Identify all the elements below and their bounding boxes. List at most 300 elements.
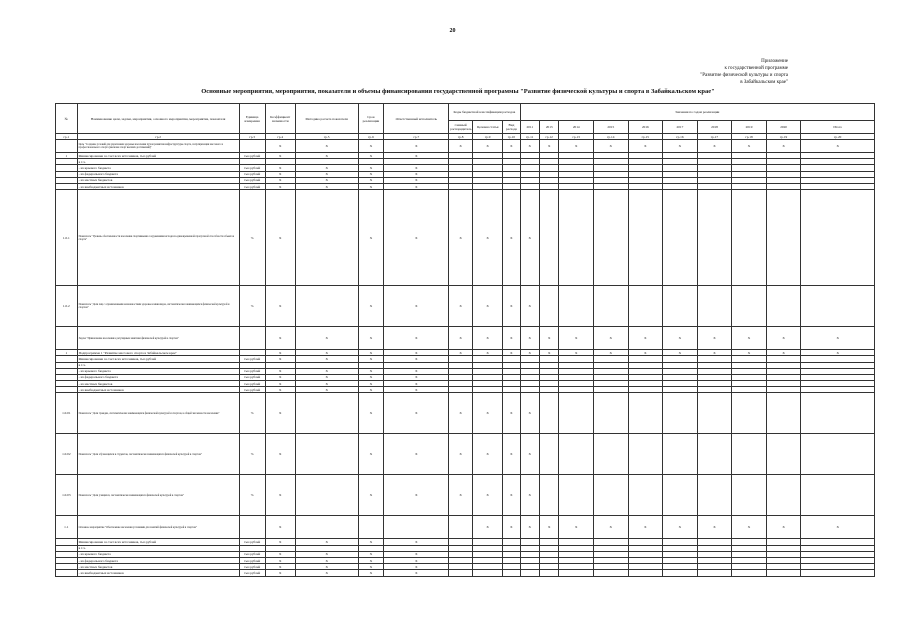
- row-value-cell: [520, 570, 539, 576]
- row-unit-cell: тыс.рублей: [239, 177, 265, 183]
- row-value-cell: X: [384, 387, 449, 393]
- row-value-cell: X: [473, 516, 503, 539]
- row-unit-cell: тыс.рублей: [239, 356, 265, 362]
- column-number-cell: гр.16: [663, 134, 698, 140]
- column-number-cell: гр.18: [732, 134, 767, 140]
- table-row: [56, 286, 875, 327]
- row-value-cell: X: [473, 286, 503, 327]
- row-name-cell: Показатель "Доля обучающихся и студентов, систематически занимающихся физической культурой и спортом": [77, 434, 239, 475]
- row-value-cell: X: [358, 558, 384, 564]
- row-value-cell: X: [384, 551, 449, 557]
- row-value-cell: [663, 570, 698, 576]
- row-unit-cell: тыс.рублей: [239, 153, 265, 159]
- row-unit-cell: тыс.рублей: [239, 564, 265, 570]
- row-value-cell: [697, 286, 732, 327]
- row-value-cell: X: [473, 350, 503, 356]
- row-value-cell: X: [295, 183, 358, 189]
- row-value-cell: X: [358, 564, 384, 570]
- row-value-cell: X: [358, 434, 384, 475]
- row-value-cell: X: [384, 286, 449, 327]
- table-row: [56, 140, 875, 153]
- row-name-cell: - из местных бюджетов: [77, 177, 239, 183]
- header-coef: Коэффициент значимости: [265, 104, 295, 134]
- row-value-cell: X: [801, 350, 875, 356]
- row-unit-cell: [239, 140, 265, 153]
- row-value-cell: X: [503, 286, 520, 327]
- column-number-cell: гр.2: [77, 134, 239, 140]
- column-number-cell: гр.13: [559, 134, 594, 140]
- row-name-cell: - из внебюджетных источников: [77, 183, 239, 189]
- row-value-cell: [295, 393, 358, 434]
- row-value-cell: [358, 516, 384, 539]
- table-row: [56, 516, 875, 539]
- row-value-cell: X: [766, 516, 801, 539]
- row-value-cell: [663, 475, 698, 516]
- row-value-cell: X: [358, 177, 384, 183]
- row-value-cell: [697, 190, 732, 286]
- row-value-cell: X: [358, 165, 384, 171]
- row-number-cell: 1.0.1: [56, 190, 78, 286]
- row-number-cell: 1.0.02: [56, 434, 78, 475]
- row-value-cell: X: [663, 350, 698, 356]
- row-value-cell: X: [539, 516, 558, 539]
- row-value-cell: X: [358, 570, 384, 576]
- row-value-cell: X: [295, 140, 358, 153]
- column-number-cell: гр.9: [473, 134, 503, 140]
- row-value-cell: X: [265, 368, 295, 374]
- row-value-cell: X: [384, 558, 449, 564]
- row-unit-cell: тыс.рублей: [239, 374, 265, 380]
- row-value-cell: X: [801, 516, 875, 539]
- row-value-cell: X: [449, 327, 473, 350]
- row-number-cell: 1.1: [56, 516, 78, 539]
- row-value-cell: X: [697, 516, 732, 539]
- row-value-cell: X: [766, 350, 801, 356]
- header-year: 2013: [539, 121, 558, 134]
- row-value-cell: X: [503, 434, 520, 475]
- column-number-cell: гр.6: [358, 134, 384, 140]
- row-value-cell: [766, 570, 801, 576]
- row-value-cell: X: [384, 350, 449, 356]
- row-value-cell: X: [520, 140, 539, 153]
- row-value-cell: X: [358, 551, 384, 557]
- row-value-cell: [539, 190, 558, 286]
- row-value-cell: X: [265, 190, 295, 286]
- header-name: Наименование цели, задачи, мероприятия, основного мероприятия, мероприятия, показателя: [77, 104, 239, 134]
- row-value-cell: X: [384, 393, 449, 434]
- row-value-cell: [295, 434, 358, 475]
- row-unit-cell: тыс.рублей: [239, 171, 265, 177]
- row-value-cell: X: [265, 374, 295, 380]
- row-value-cell: X: [265, 551, 295, 557]
- row-value-cell: X: [295, 356, 358, 362]
- row-value-cell: X: [628, 350, 663, 356]
- row-value-cell: X: [358, 381, 384, 387]
- row-value-cell: [295, 475, 358, 516]
- row-value-cell: [539, 475, 558, 516]
- row-unit-cell: %: [239, 434, 265, 475]
- table-row: [56, 190, 875, 286]
- row-value-cell: X: [503, 350, 520, 356]
- row-value-cell: [697, 570, 732, 576]
- row-value-cell: X: [295, 564, 358, 570]
- row-unit-cell: %: [239, 286, 265, 327]
- row-value-cell: X: [539, 140, 558, 153]
- row-name-cell: - из местных бюджетов: [77, 564, 239, 570]
- row-value-cell: X: [384, 327, 449, 350]
- row-value-cell: X: [265, 356, 295, 362]
- row-value-cell: [295, 286, 358, 327]
- program-table: [55, 103, 875, 577]
- row-value-cell: [663, 286, 698, 327]
- row-value-cell: X: [265, 564, 295, 570]
- row-value-cell: X: [732, 327, 767, 350]
- table-row: [56, 393, 875, 434]
- row-value-cell: X: [295, 165, 358, 171]
- row-value-cell: [449, 570, 473, 576]
- row-value-cell: X: [593, 516, 628, 539]
- row-unit-cell: %: [239, 190, 265, 286]
- row-value-cell: X: [265, 350, 295, 356]
- row-number-cell: [56, 140, 78, 153]
- column-number-cell: гр.20: [801, 134, 875, 140]
- row-value-cell: X: [295, 387, 358, 393]
- header-method: Методика расчета показателя: [295, 104, 358, 134]
- row-value-cell: [628, 190, 663, 286]
- row-value-cell: X: [265, 153, 295, 159]
- row-value-cell: [503, 570, 520, 576]
- row-value-cell: X: [732, 350, 767, 356]
- row-unit-cell: тыс.рублей: [239, 558, 265, 564]
- column-number-cell: гр.11: [520, 134, 539, 140]
- row-value-cell: [732, 475, 767, 516]
- row-value-cell: X: [520, 516, 539, 539]
- row-value-cell: [539, 286, 558, 327]
- row-value-cell: X: [384, 434, 449, 475]
- row-value-cell: [295, 190, 358, 286]
- row-value-cell: X: [539, 327, 558, 350]
- table-row: [56, 570, 875, 576]
- row-value-cell: X: [358, 140, 384, 153]
- row-value-cell: X: [384, 165, 449, 171]
- row-name-cell: - из местных бюджетов: [77, 381, 239, 387]
- row-value-cell: X: [593, 327, 628, 350]
- column-number-cell: гр.4: [265, 134, 295, 140]
- row-name-cell: Финансирование за счет всех источников, тыс.рублей: [77, 153, 239, 159]
- column-number-cell: гр.5: [295, 134, 358, 140]
- row-value-cell: [697, 434, 732, 475]
- row-value-cell: [559, 570, 594, 576]
- row-value-cell: [663, 434, 698, 475]
- row-value-cell: X: [449, 350, 473, 356]
- header-year: 2014: [559, 121, 594, 134]
- row-value-cell: X: [384, 374, 449, 380]
- header-kbk-gr: главный распорядитель: [449, 121, 473, 134]
- row-value-cell: [593, 286, 628, 327]
- row-value-cell: X: [663, 516, 698, 539]
- row-number-cell: 1: [56, 350, 78, 356]
- column-number-cell: гр.17: [697, 134, 732, 140]
- row-value-cell: X: [358, 356, 384, 362]
- row-value-cell: X: [384, 171, 449, 177]
- row-value-cell: X: [593, 350, 628, 356]
- row-name-cell: Показатель "Уровень обеспеченности населения спортивными сооружениями исходя из единовременной пропускной способности объектов спорта": [77, 190, 239, 286]
- row-unit-cell: [239, 327, 265, 350]
- row-value-cell: X: [295, 153, 358, 159]
- row-value-cell: X: [503, 327, 520, 350]
- row-value-cell: X: [384, 153, 449, 159]
- row-value-cell: [628, 434, 663, 475]
- row-name-cell: в т.ч.: [77, 362, 239, 368]
- row-value-cell: X: [358, 475, 384, 516]
- header-year: 2016: [628, 121, 663, 134]
- row-value-cell: [593, 475, 628, 516]
- row-value-cell: X: [358, 368, 384, 374]
- row-value-cell: X: [473, 140, 503, 153]
- header-period: Срок реализации: [358, 104, 384, 134]
- row-value-cell: [473, 570, 503, 576]
- header-kbk-cs: Целевая статья: [473, 121, 503, 134]
- row-value-cell: X: [265, 434, 295, 475]
- row-name-cell: Цель "Создание условий для укрепления здоровья населения путем развития инфраструктуры спорта, популяризации массового и профессионального спорта (включая спорт высших достижений)": [77, 140, 239, 153]
- row-value-cell: X: [520, 393, 539, 434]
- row-value-cell: X: [295, 558, 358, 564]
- column-number-cell: гр.15: [628, 134, 663, 140]
- row-value-cell: [449, 516, 473, 539]
- row-value-cell: X: [384, 539, 449, 545]
- row-value-cell: X: [265, 539, 295, 545]
- row-value-cell: [801, 434, 875, 475]
- row-value-cell: X: [265, 516, 295, 539]
- row-value-cell: [559, 393, 594, 434]
- appendix-line: Приложение: [761, 59, 788, 64]
- row-name-cell: - из краевого бюджета: [77, 165, 239, 171]
- row-value-cell: [732, 190, 767, 286]
- row-unit-cell: тыс.рублей: [239, 183, 265, 189]
- row-number-cell: [56, 327, 78, 350]
- row-value-cell: X: [295, 381, 358, 387]
- row-name-cell: - из внебюджетных источников: [77, 570, 239, 576]
- row-name-cell: - из федерального бюджета: [77, 558, 239, 564]
- row-value-cell: [539, 570, 558, 576]
- row-number-cell: 1.0.2: [56, 286, 78, 327]
- row-value-cell: X: [503, 190, 520, 286]
- row-value-cell: X: [384, 140, 449, 153]
- column-number-cell: гр.3: [239, 134, 265, 140]
- row-value-cell: [593, 570, 628, 576]
- row-value-cell: [663, 393, 698, 434]
- row-value-cell: [559, 286, 594, 327]
- row-value-cell: X: [295, 177, 358, 183]
- row-value-cell: X: [766, 140, 801, 153]
- row-value-cell: X: [358, 183, 384, 189]
- row-value-cell: X: [384, 564, 449, 570]
- row-value-cell: X: [520, 327, 539, 350]
- row-value-cell: X: [449, 140, 473, 153]
- row-value-cell: X: [539, 350, 558, 356]
- row-value-cell: X: [265, 387, 295, 393]
- row-number-cell: [56, 570, 78, 576]
- row-value-cell: [732, 434, 767, 475]
- row-unit-cell: тыс.рублей: [239, 368, 265, 374]
- row-value-cell: [628, 570, 663, 576]
- row-value-cell: [628, 393, 663, 434]
- page-number: 20: [449, 28, 456, 34]
- row-value-cell: [384, 516, 449, 539]
- row-value-cell: [593, 190, 628, 286]
- row-value-cell: X: [384, 190, 449, 286]
- row-value-cell: X: [265, 475, 295, 516]
- row-value-cell: X: [503, 475, 520, 516]
- header-values: Значения по годам реализации: [520, 104, 874, 121]
- column-number-cell: гр.10: [503, 134, 520, 140]
- row-unit-cell: тыс.рублей: [239, 387, 265, 393]
- row-name-cell: в т.ч.: [77, 545, 239, 551]
- row-value-cell: X: [473, 393, 503, 434]
- row-unit-cell: тыс.рублей: [239, 570, 265, 576]
- row-name-cell: - из внебюджетных источников: [77, 387, 239, 393]
- row-name-cell: - из федерального бюджета: [77, 171, 239, 177]
- row-value-cell: X: [697, 140, 732, 153]
- row-value-cell: X: [766, 327, 801, 350]
- header-year: 2011: [520, 121, 539, 134]
- row-value-cell: X: [265, 183, 295, 189]
- header-total: Итого: [801, 121, 875, 134]
- row-unit-cell: тыс.рублей: [239, 165, 265, 171]
- row-value-cell: X: [384, 183, 449, 189]
- row-value-cell: X: [520, 286, 539, 327]
- row-value-cell: X: [520, 350, 539, 356]
- row-value-cell: X: [628, 516, 663, 539]
- row-name-cell: Финансирование за счет всех источников, тыс.рублей: [77, 356, 239, 362]
- row-value-cell: X: [358, 393, 384, 434]
- row-unit-cell: [239, 516, 265, 539]
- row-value-cell: [766, 393, 801, 434]
- row-value-cell: [559, 475, 594, 516]
- row-name-cell: Задача "Привлечение населения к регулярным занятиям физической культурой и спортом": [77, 327, 239, 350]
- row-value-cell: X: [559, 516, 594, 539]
- header-kbk-vr: Вид расхода: [503, 121, 520, 134]
- row-value-cell: [559, 434, 594, 475]
- document-title: Основные мероприятия, мероприятия, показатели и объемы финансирования государственной программы "Развитие физической культуры и спорта в Забайкальском крае": [201, 88, 715, 95]
- header-year: 2020: [766, 121, 801, 134]
- row-value-cell: X: [801, 140, 875, 153]
- table-row: [56, 475, 875, 516]
- row-name-cell: - из федерального бюджета: [77, 374, 239, 380]
- header-kbk: Коды бюджетной классификации расходов: [449, 104, 520, 121]
- column-number-cell: гр.7: [384, 134, 449, 140]
- row-unit-cell: %: [239, 475, 265, 516]
- row-value-cell: X: [384, 475, 449, 516]
- row-value-cell: X: [295, 374, 358, 380]
- row-value-cell: [559, 190, 594, 286]
- row-value-cell: X: [295, 570, 358, 576]
- row-value-cell: X: [503, 393, 520, 434]
- row-value-cell: X: [358, 190, 384, 286]
- row-value-cell: X: [265, 286, 295, 327]
- row-value-cell: X: [384, 570, 449, 576]
- row-name-cell: Показатель "Доля граждан, систематически занимающихся физической культурой и спортом, в общей численности населения": [77, 393, 239, 434]
- row-value-cell: X: [358, 350, 384, 356]
- row-value-cell: X: [358, 327, 384, 350]
- row-value-cell: X: [265, 171, 295, 177]
- row-value-cell: X: [520, 475, 539, 516]
- row-value-cell: X: [295, 551, 358, 557]
- row-value-cell: X: [265, 558, 295, 564]
- row-unit-cell: тыс.рублей: [239, 381, 265, 387]
- column-number-cell: гр.12: [539, 134, 558, 140]
- row-value-cell: X: [697, 327, 732, 350]
- row-value-cell: X: [449, 475, 473, 516]
- table-body: [56, 140, 875, 577]
- row-value-cell: X: [295, 171, 358, 177]
- row-value-cell: X: [265, 570, 295, 576]
- row-value-cell: X: [473, 327, 503, 350]
- header-num: №: [56, 104, 78, 134]
- appendix-line: в Забайкальском крае": [740, 80, 788, 85]
- row-value-cell: X: [593, 140, 628, 153]
- row-value-cell: [295, 516, 358, 539]
- row-value-cell: [539, 393, 558, 434]
- row-value-cell: X: [449, 434, 473, 475]
- row-value-cell: X: [295, 327, 358, 350]
- row-value-cell: X: [384, 368, 449, 374]
- row-value-cell: X: [449, 286, 473, 327]
- row-value-cell: X: [559, 140, 594, 153]
- row-value-cell: X: [295, 350, 358, 356]
- row-value-cell: X: [559, 350, 594, 356]
- row-value-cell: X: [358, 539, 384, 545]
- row-value-cell: X: [449, 190, 473, 286]
- appendix-line: к государственной программе: [724, 66, 788, 71]
- row-value-cell: X: [520, 434, 539, 475]
- row-value-cell: X: [358, 387, 384, 393]
- row-value-cell: X: [663, 140, 698, 153]
- row-name-cell: Показатель "Доля лиц с ограниченными возможностями здоровья и инвалидов, систематически занимающихся физической культурой и спортом": [77, 286, 239, 327]
- row-value-cell: [766, 190, 801, 286]
- table-row: [56, 327, 875, 350]
- row-value-cell: [801, 393, 875, 434]
- row-value-cell: [593, 393, 628, 434]
- row-value-cell: X: [473, 475, 503, 516]
- row-name-cell: - из краевого бюджета: [77, 551, 239, 557]
- row-value-cell: X: [384, 381, 449, 387]
- column-number-cell: гр.14: [593, 134, 628, 140]
- row-value-cell: X: [628, 140, 663, 153]
- row-value-cell: X: [732, 516, 767, 539]
- row-unit-cell: тыс.рублей: [239, 539, 265, 545]
- row-value-cell: X: [628, 327, 663, 350]
- appendix-line: "Развитие физической культуры и спорта: [700, 73, 788, 78]
- column-number-cell: гр.1: [56, 134, 78, 140]
- row-value-cell: X: [295, 539, 358, 545]
- row-value-cell: X: [265, 327, 295, 350]
- row-value-cell: X: [265, 177, 295, 183]
- row-value-cell: [801, 286, 875, 327]
- row-number-cell: 1: [56, 153, 78, 159]
- row-value-cell: X: [265, 165, 295, 171]
- row-value-cell: X: [265, 393, 295, 434]
- row-value-cell: X: [520, 190, 539, 286]
- row-name-cell: Основное мероприятие "Обеспечение населения условиями для занятий физической культурой и спортом": [77, 516, 239, 539]
- row-value-cell: [732, 393, 767, 434]
- row-value-cell: [593, 434, 628, 475]
- row-value-cell: [801, 475, 875, 516]
- header-executor: Ответственный исполнитель: [384, 104, 449, 134]
- row-value-cell: X: [697, 350, 732, 356]
- row-value-cell: X: [358, 153, 384, 159]
- row-value-cell: [697, 393, 732, 434]
